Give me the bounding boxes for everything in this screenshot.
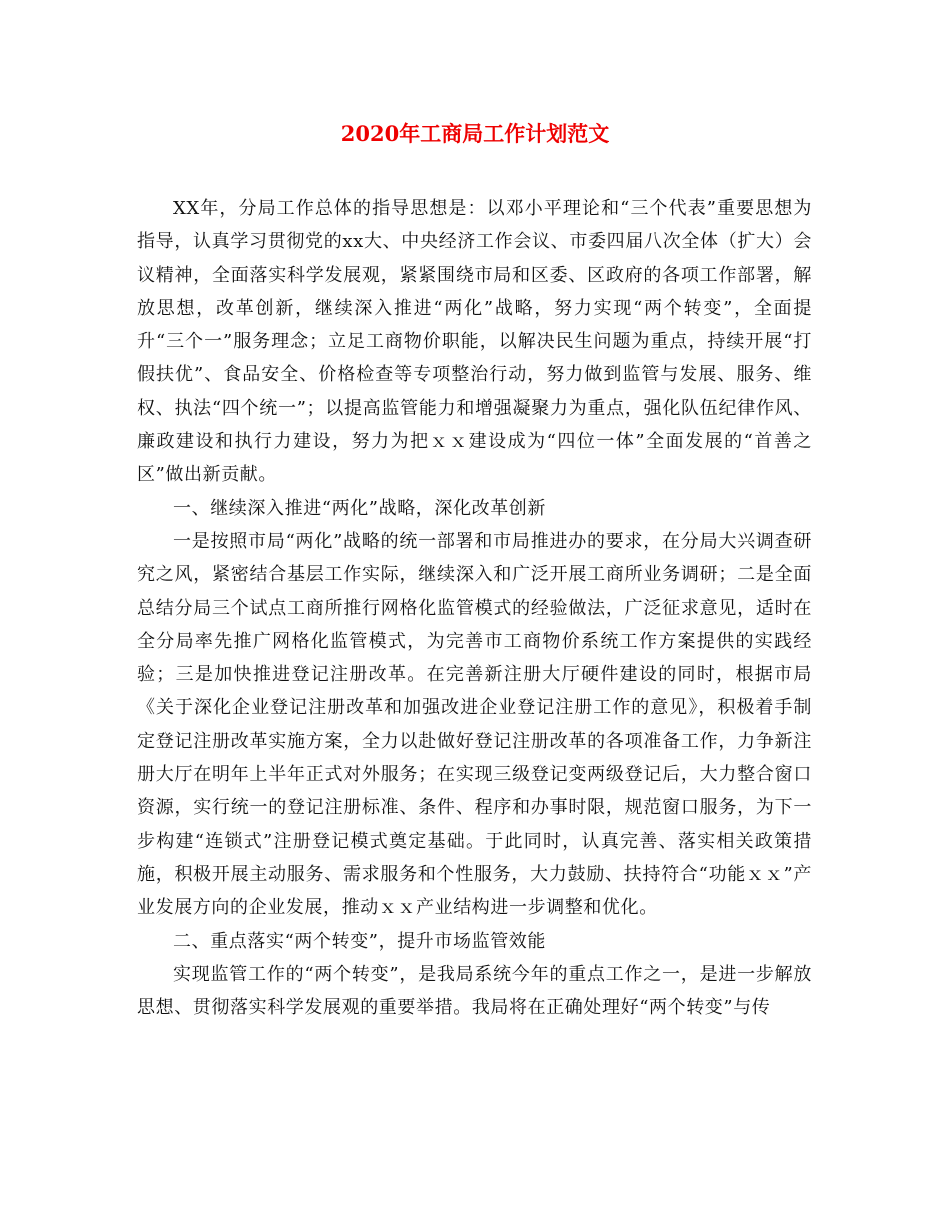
paragraph-section-2: 实现监管工作的“两个转变”，是我局系统今年的重点工作之一，是进一步解放思想、贯彻落实科学发展观的重要举措。我局将在正确处理好“两个转变”与传 bbox=[137, 963, 812, 1019]
section-heading-2: 二、重点落实“两个转变”，提升市场监管效能 bbox=[173, 930, 547, 952]
paragraph-guiding-ideology: XX年，分局工作总体的指导思想是：以邓小平理论和“三个代表”重要思想为指导，认真学习贯彻党的xx大、中央经济工作会议、市委四届八次全体（扩大）会议精神，全面落实科学发展观，紧紧围绕市局和区委、区政府的各项工作部署，解放思想，改革创新，继续深入推进“两化”战略，努力实现“两个转变”，全面提升“三个一”服务理念；立足工商物价职能，以解决民生问题为重点，持续开展“打假扶优”、食品安全、价格检查等专项整治行动，努力做到监管与发展、服务、维权、执法“四个统一”；以提高监管能力和增强凝聚力为重点，强化队伍纪律作风、廉政建设和执行力建设，努力为把ｘｘ建设成为“四位一体”全面发展的“首善之区”做出新贡献。 bbox=[137, 198, 812, 486]
section-heading-1: 一、继续深入推进“两化”战略，深化改革创新 bbox=[173, 497, 547, 519]
document-body bbox=[137, 192, 812, 1024]
document-title: 2020年工商局工作计划范文 bbox=[340, 121, 610, 146]
paragraph-section-1: 一是按照市局“两化”战略的统一部署和市局推进办的要求，在分局大兴调查研究之风，紧密结合基层工作实际，继续深入和广泛开展工商所业务调研；二是全面总结分局三个试点工商所推行网格化监管模式的经验做法，广泛征求意见，适时在全分局率先推广网格化监管模式，为完善市工商物价系统工作方案提供的实践经验；三是加快推进登记注册改革。在完善新注册大厅硬件建设的同时，根据市局《关于深化企业登记注册改革和加强改进企业登记注册工作的意见》，积极着手制定登记注册改革实施方案，全力以赴做好登记注册改革的各项准备工作，力争新注册大厅在明年上半年正式对外服务；在实现三级登记变两级登记后，大力整合窗口资源，实行统一的登记注册标准、条件、程序和办事时限，规范窗口服务，为下一步构建“连锁式”注册登记模式奠定基础。于此同时，认真完善、落实相关政策措施，积极开展主动服务、需求服务和个性服务，大力鼓励、扶持符合“功能ｘｘ”产业发展方向的企业发展，推动ｘｘ产业结构进一步调整和优化。 bbox=[137, 530, 812, 919]
